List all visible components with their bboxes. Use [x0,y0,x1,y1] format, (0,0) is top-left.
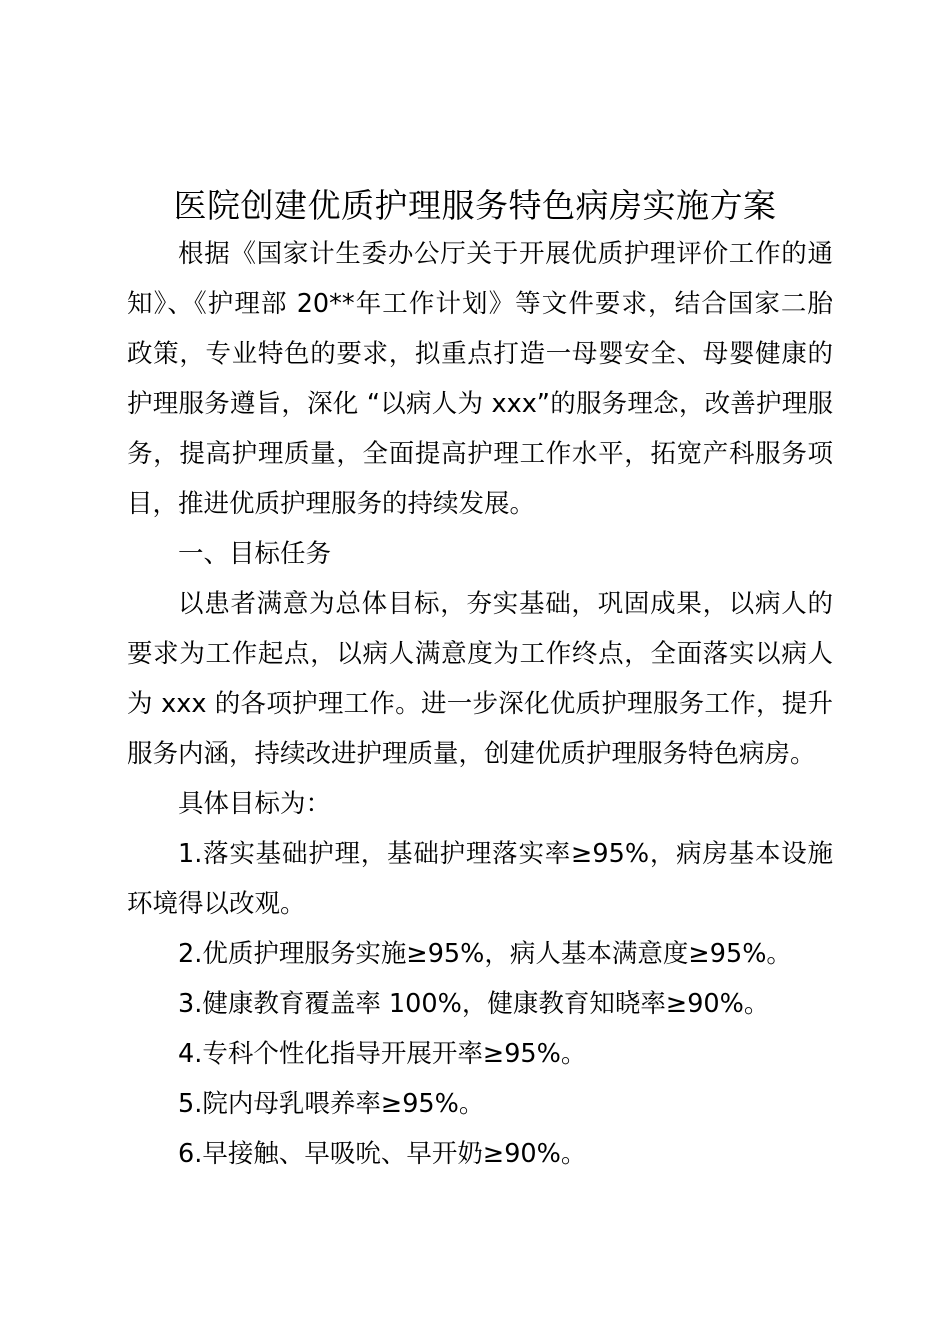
intro-line-2: 知》、《护理部 20**年工作计划》等文件要求，结合国家二胎 [127,289,833,319]
document-title: 医院创建优质护理服务特色病房实施方案 [173,186,777,225]
goal-item-3: 3.健康教育覆盖率 100%，健康教育知晓率≥90%。 [178,989,770,1019]
goal-item-2: 2.优质护理服务实施≥95%，病人基本满意度≥95%。 [178,939,792,969]
goals-intro: 具体目标为： [178,789,332,819]
intro-line-5: 务，提高护理质量，全面提高护理工作水平，拓宽产科服务项 [127,439,833,469]
section1-line-4: 服务内涵，持续改进护理质量，创建优质护理服务特色病房。 [127,739,816,769]
intro-line-1: 根据《国家计生委办公厅关于开展优质护理评价工作的通 [178,239,833,269]
goal-item-1-line-2: 环境得以改观。 [127,889,306,919]
intro-line-6: 目，推进优质护理服务的持续发展。 [127,489,536,519]
section1-line-3: 为 xxx 的各项护理工作。进一步深化优质护理服务工作，提升 [127,689,833,719]
intro-line-3: 政策，专业特色的要求，拟重点打造一母婴安全、母婴健康的 [127,339,833,369]
goal-item-4: 4.专科个性化指导开展开率≥95%。 [178,1039,587,1069]
section1-line-1: 以患者满意为总体目标，夯实基础，巩固成果，以病人的 [178,589,833,619]
goal-item-5: 5.院内母乳喂养率≥95%。 [178,1089,485,1119]
goal-item-6: 6.早接触、早吸吮、早开奶≥90%。 [178,1139,587,1169]
section-heading-targets: 一、目标任务 [178,539,332,569]
intro-line-4: 护理服务遵旨，深化 “以病人为 xxx”的服务理念，改善护理服 [127,389,833,419]
goal-item-1-line-1: 1.落实基础护理，基础护理落实率≥95%，病房基本设施 [178,839,833,869]
section1-line-2: 要求为工作起点，以病人满意度为工作终点，全面落实以病人 [127,639,833,669]
